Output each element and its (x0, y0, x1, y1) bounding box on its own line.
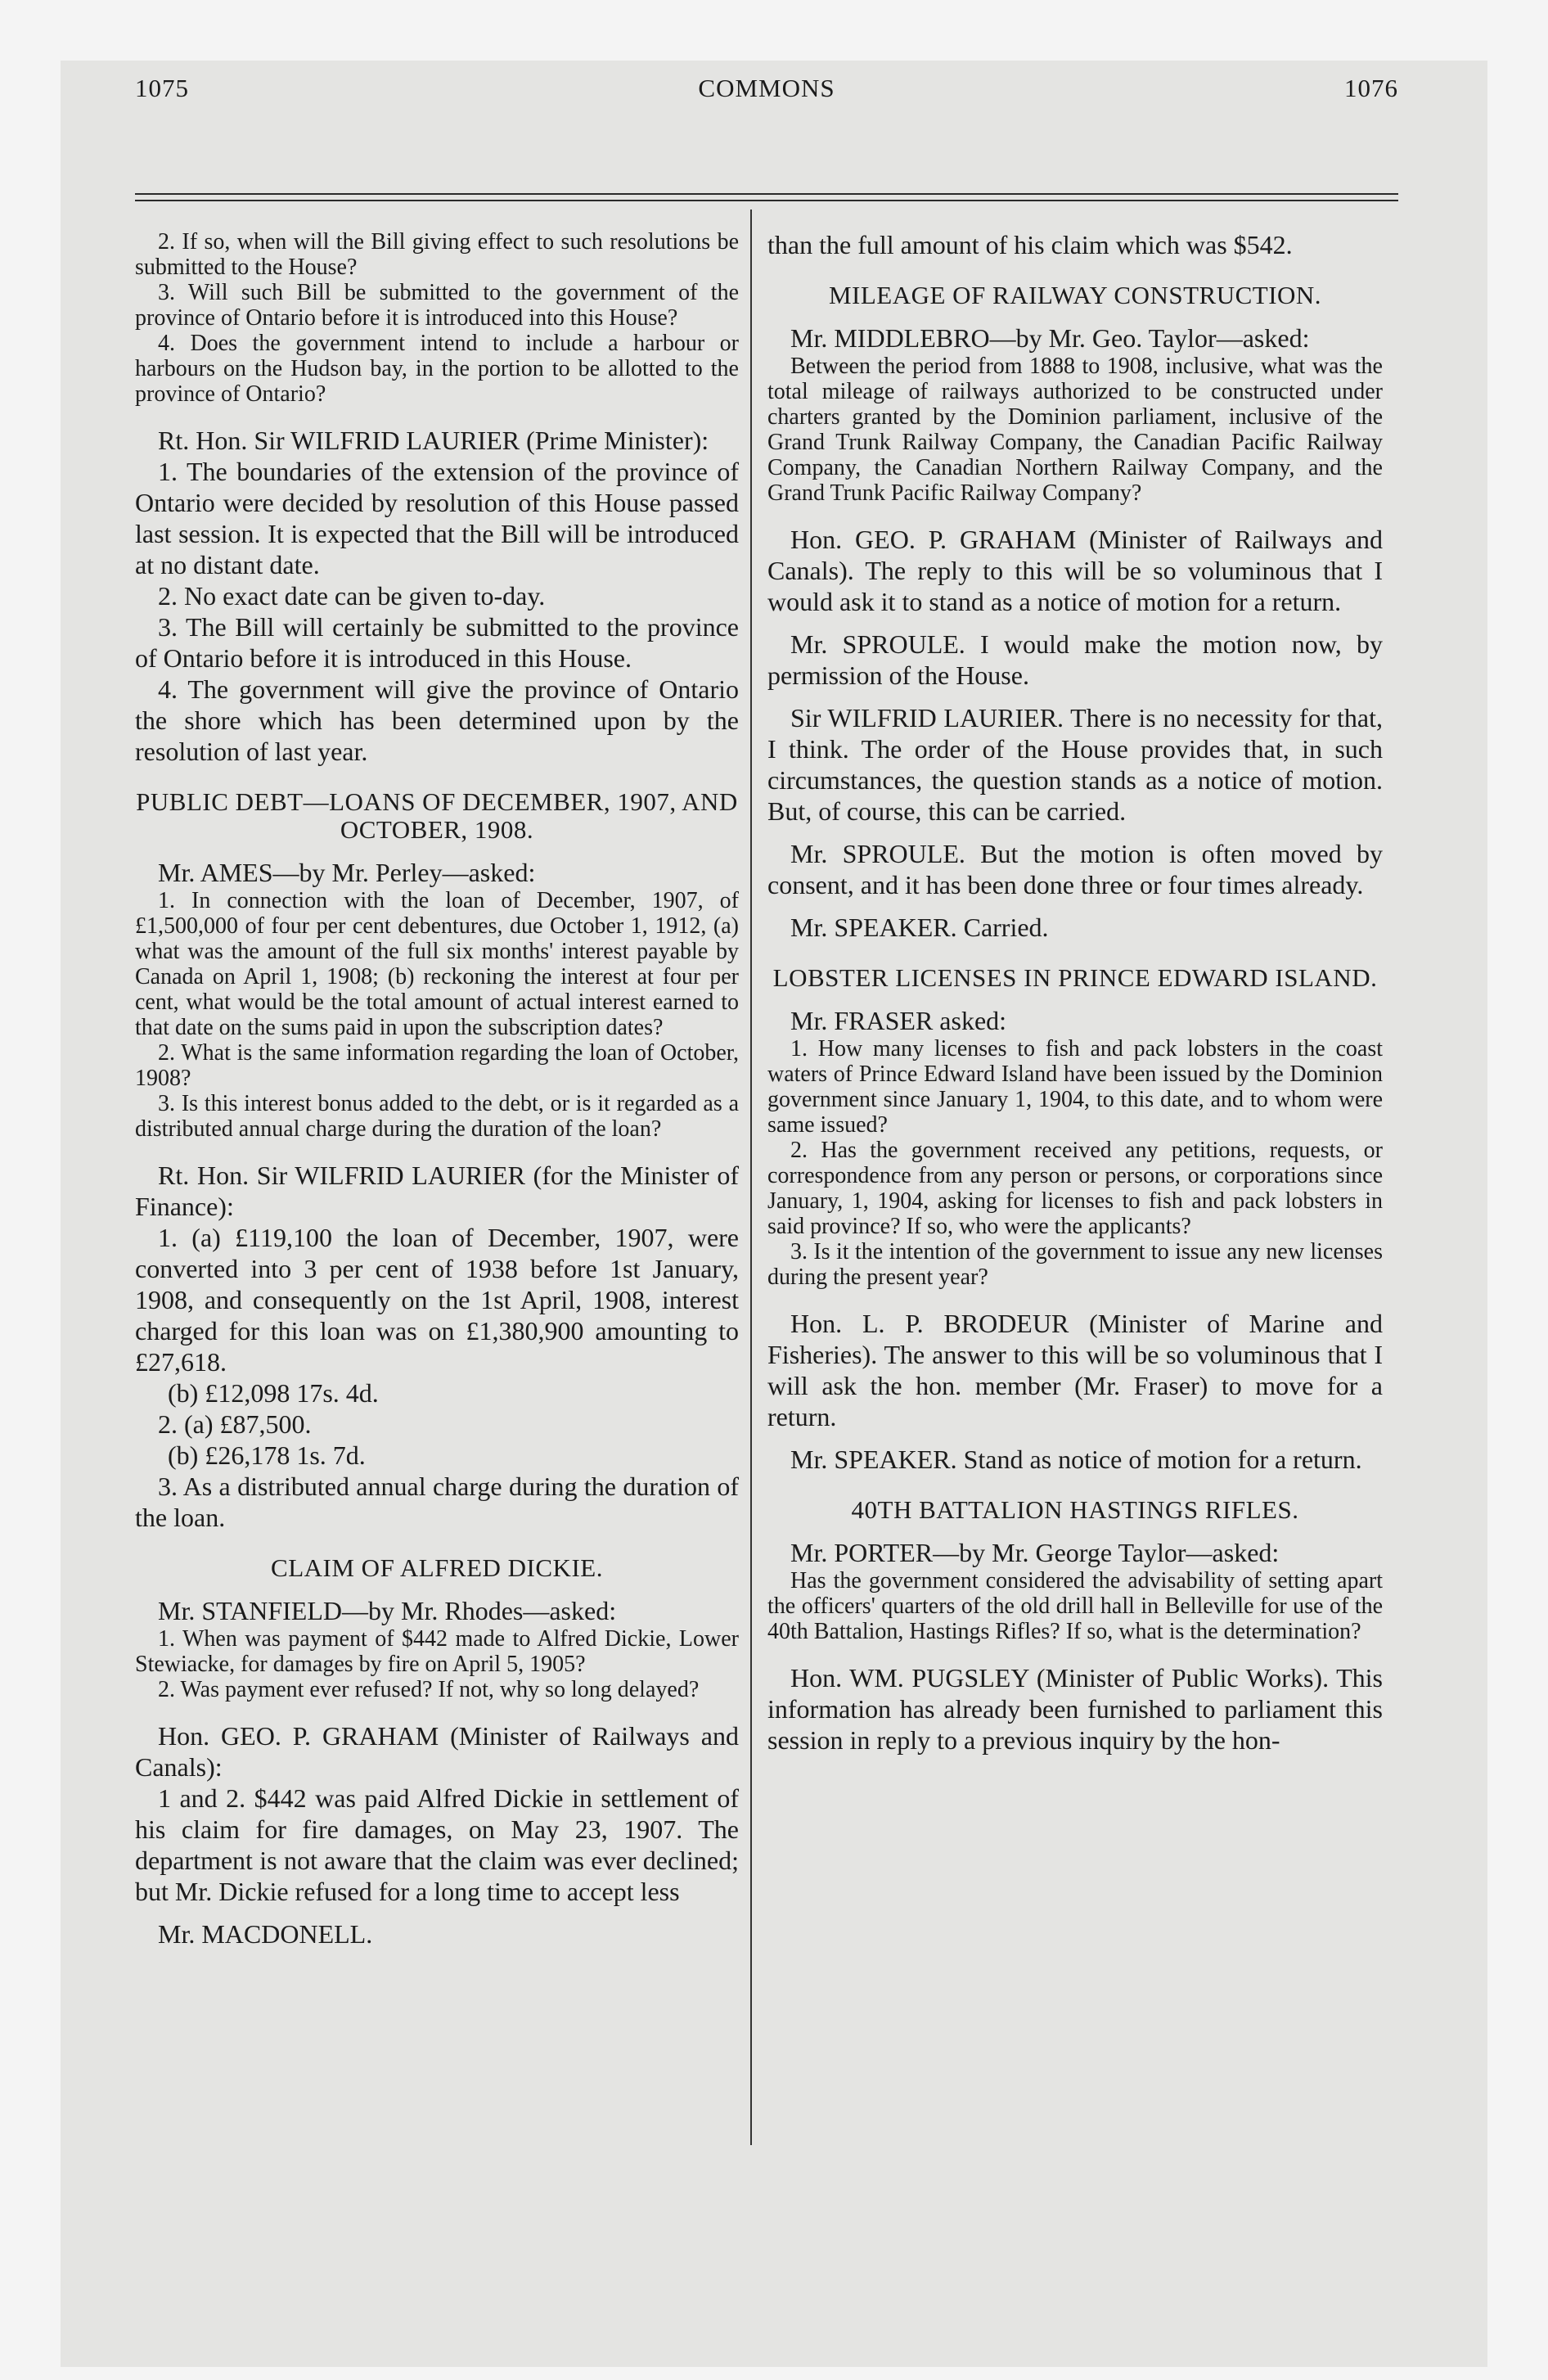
laurier-remark: Sir WILFRID LAURIER. There is no necessity for that, I think. The order of the House provides that, in such circumstances, the question stands as a notice of motion. But, of course, this can be carried. (767, 703, 1383, 826)
section-heading-dickie: CLAIM OF ALFRED DICKIE. (271, 1553, 603, 1582)
header-rule-top (135, 193, 1398, 195)
page-number-left: 1075 (135, 74, 189, 102)
speaker-laurier: Rt. Hon. Sir WILFRID LAURIER (Prime Minister): (158, 426, 709, 455)
stanfield-question-2: 2. Was payment ever refused? If not, why so long delayed? (158, 1677, 700, 1702)
graham-answer: 1 and 2. $442 was paid Alfred Dickie in settlement of his claim for fire damages, on May 23, 1907. The department is not aware that the claim was ever declined; but Mr. Dickie refused for a long time to accept less (135, 1783, 739, 1906)
fraser-question-1: 1. How many licenses to fish and pack lobsters in the coast waters of Prince Edward Island have been issued by the Dominion government since January 1, 1904, to this date, and to whom were same issued? (767, 1036, 1383, 1138)
continuation-text: than the full amount of his claim which was $542. (767, 230, 1293, 259)
ames-question-2: 2. What is the same information regarding the loan of October, 1908? (135, 1040, 739, 1091)
question-3: 3. Will such Bill be submitted to the government of the province of Ontario before it is introduced into this House? (135, 280, 739, 331)
stanfield-question-1: 1. When was payment of $442 made to Alfred Dickie, Lower Stewiacke, for damages by fire on April 5, 1905? (135, 1626, 739, 1677)
speaker-carried: Mr. SPEAKER. Carried. (790, 913, 1049, 942)
question-4: 4. Does the government intend to include a harbour or harbours on the Hudson bay, in the portion to be allotted to the province of Ontario? (135, 331, 739, 407)
speaker-stand: Mr. SPEAKER. Stand as notice of motion for a return. (790, 1445, 1362, 1474)
answer-1: 1. The boundaries of the extension of the province of Ontario were decided by resolution of this House passed last session. It is expected that the Bill will be introduced at no distant date. (135, 457, 739, 579)
graham-reply: Hon. GEO. P. GRAHAM (Minister of Railways and Canals). The reply to this will be so voluminous that I would ask it to stand as a notice of motion for a return. (767, 525, 1383, 616)
sproule-remark-2: Mr. SPROULE. But the motion is often moved by consent, and it has been done three or four times already. (767, 839, 1383, 899)
answer-2: 2. No exact date can be given to-day. (158, 581, 546, 611)
question-2: 2. If so, when will the Bill giving effect to such resolutions be submitted to the House? (135, 229, 739, 280)
answer-3: 3. The Bill will certainly be submitted to the province of Ontario before it is introduced in this House. (135, 612, 739, 673)
speaker-stanfield: Mr. STANFIELD—by Mr. Rhodes—asked: (158, 1596, 617, 1625)
speaker-ames: Mr. AMES—by Mr. Perley—asked: (158, 858, 536, 887)
speaker-middlebro: Mr. MIDDLEBRO—by Mr. Geo. Taylor—asked: (790, 323, 1310, 353)
finance-answer-3: 3. As a distributed annual charge during the duration of the loan. (135, 1472, 739, 1532)
sproule-remark-1: Mr. SPROULE. I would make the motion now, by permission of the House. (767, 629, 1383, 690)
speaker-laurier-finance: Rt. Hon. Sir WILFRID LAURIER (for the Minister of Finance): (135, 1161, 739, 1221)
left-column (135, 229, 739, 1950)
section-heading-public-debt: PUBLIC DEBT—LOANS OF DECEMBER, 1907, AND OCTOBER, 1908. (136, 787, 738, 844)
finance-answer-2b: (b) £26,178 1s. 7d. (168, 1440, 366, 1470)
speaker-graham: Hon. GEO. P. GRAHAM (Minister of Railways and Canals): (135, 1721, 739, 1782)
section-heading-mileage: MILEAGE OF RAILWAY CONSTRUCTION. (828, 281, 1322, 309)
speaker-porter: Mr. PORTER—by Mr. George Taylor—asked: (790, 1538, 1280, 1567)
column-divider (750, 210, 752, 2145)
middlebro-question: Between the period from 1888 to 1908, inclusive, what was the total mileage of railways authorized to be constructed under charters granted by the Dominion parliament, inclusive of the Grand Trunk Railway Company, the Canadian Pacific Railway Company, the Canadian Northern Railway Company, and the Grand Trunk Pacific Railway Company? (767, 354, 1383, 506)
answer-4: 4. The government will give the province of Ontario the shore which has been determined upon by the resolution of last year. (135, 674, 739, 766)
porter-question: Has the government considered the advisability of setting apart the officers' quarters of the old drill hall in Belleville for use of the 40th Battalion, Hastings Rifles? If so, what is the determination? (767, 1568, 1383, 1644)
finance-answer-2a: 2. (a) £87,500. (158, 1409, 312, 1439)
brodeur-reply: Hon. L. P. BRODEUR (Minister of Marine and Fisheries). The answer to this will be so voluminous that I will ask the hon. member (Mr. Fraser) to move for a return. (767, 1309, 1383, 1431)
page-header (135, 74, 1398, 113)
ames-question-1: 1. In connection with the loan of December, 1907, of £1,500,000 of four per cent debentures, due October 1, 1912, (a) what was the amount of the full six months' interest payable by Canada on April 1, 1908; (b) reckoning the interest at four per cent, what would be the total amount of actual interest earned to that date on the sums paid in upon the subscription dates? (135, 888, 739, 1040)
finance-answer-1a: 1. (a) £119,100 the loan of December, 1907, were converted into 3 per cent of 1938 before 1st January, 1908, and consequently on the 1st April, 1908, interest charged for this loan was on £1,380,900 amounting to £27,618. (135, 1223, 739, 1377)
header-rule-bottom (135, 200, 1398, 201)
section-heading-lobster: LOBSTER LICENSES IN PRINCE EDWARD ISLAND. (772, 963, 1378, 992)
fraser-question-2: 2. Has the government received any petitions, requests, or correspondence from any person or persons, or corporations since January, 1, 1904, asking for licenses to fish and pack lobsters in said province? If so, who were the applicants? (767, 1138, 1383, 1239)
speaker-macdonell: Mr. MACDONELL. (158, 1919, 373, 1949)
ames-question-3: 3. Is this interest bonus added to the debt, or is it regarded as a distributed annual charge during the duration of the loan? (135, 1091, 739, 1142)
page-number-right: 1076 (1344, 74, 1398, 102)
right-column (767, 229, 1383, 1756)
section-heading-rifles: 40TH BATTALION HASTINGS RIFLES. (851, 1495, 1299, 1524)
finance-answer-1b: (b) £12,098 17s. 4d. (168, 1378, 379, 1408)
running-title: COMMONS (698, 74, 835, 102)
fraser-question-3: 3. Is it the intention of the government to issue any new licenses during the present year? (767, 1239, 1383, 1290)
speaker-fraser: Mr. FRASER asked: (790, 1006, 1007, 1035)
pugsley-reply: Hon. WM. PUGSLEY (Minister of Public Works). This information has already been furnished to parliament this session in reply to a previous inquiry by the hon- (767, 1663, 1383, 1755)
